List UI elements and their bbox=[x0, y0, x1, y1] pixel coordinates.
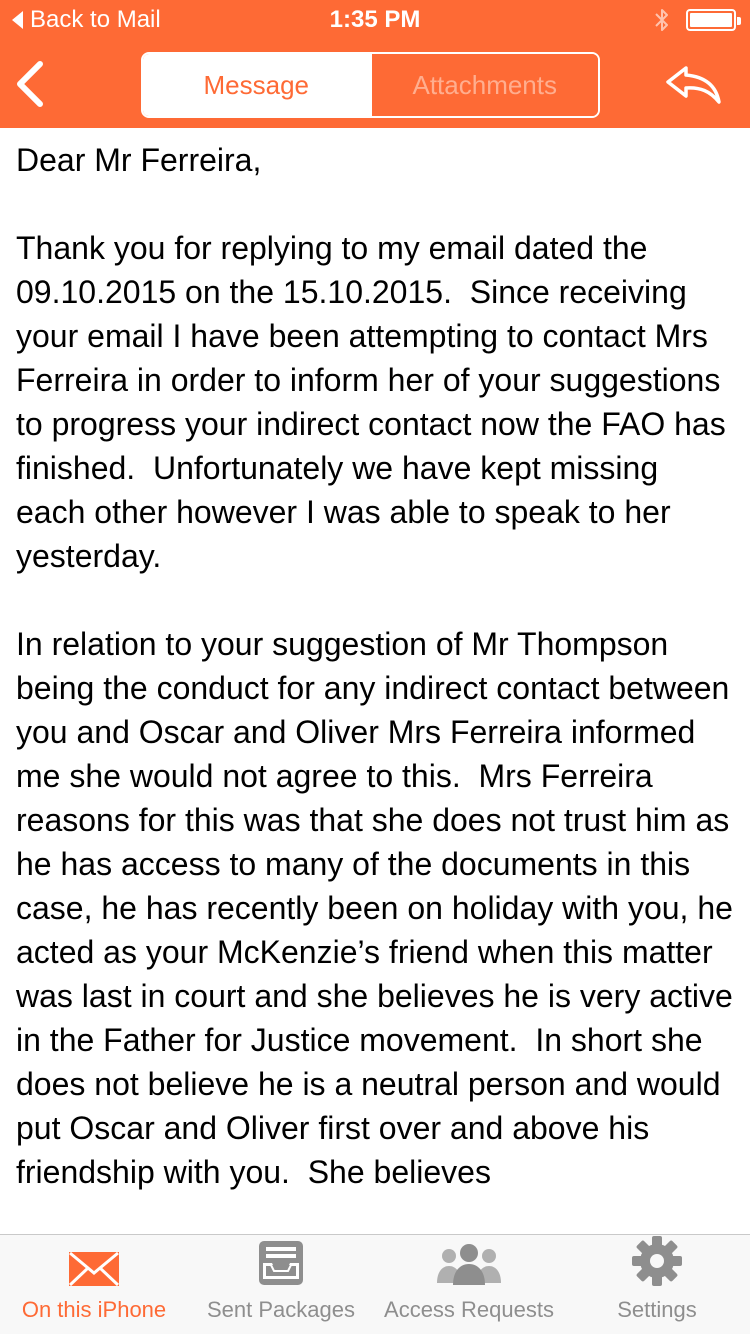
tab-sent-packages[interactable] bbox=[188, 1235, 374, 1334]
message-greeting: Dear Mr Ferreira, bbox=[16, 142, 262, 178]
status-bar bbox=[0, 0, 750, 40]
mail-icon bbox=[68, 1251, 120, 1287]
inbox-tray-icon bbox=[257, 1239, 305, 1287]
message-body bbox=[0, 128, 750, 1234]
tab-label: Access Requests bbox=[384, 1297, 554, 1322]
message-paragraph: In relation to your suggestion of Mr Thompson being the conduct for any indirect contact between you and Oscar and Oliver Mrs Ferreira informed me she would not agree to this. Mrs Ferreira reasons for this was that she does not trust him as he has access to many of the documents in this case, he has recently been on holiday with you, he acted as your McKenzie’s friend when this matter was last in court and she believes he is very active in the Father for Justice movement. In short she does not believe he is a neutral person and would put Oscar and Oliver first over and above his friendship with you. She believes bbox=[16, 626, 742, 1190]
tab-label: Settings bbox=[617, 1297, 697, 1322]
gear-icon bbox=[631, 1235, 683, 1287]
tab-bar bbox=[0, 1234, 750, 1334]
battery-icon bbox=[686, 9, 736, 31]
reply-icon[interactable] bbox=[664, 62, 724, 106]
chevron-left-icon[interactable] bbox=[10, 58, 54, 110]
tab-attachments[interactable]: Attachments bbox=[370, 54, 599, 116]
tab-access-requests[interactable] bbox=[374, 1235, 564, 1334]
tab-label: Sent Packages bbox=[207, 1297, 355, 1322]
header bbox=[0, 0, 750, 128]
tab-settings[interactable] bbox=[564, 1235, 750, 1334]
tab-label: On this iPhone bbox=[21, 1297, 167, 1322]
status-time: 1:35 PM bbox=[329, 6, 421, 33]
users-icon bbox=[435, 1243, 503, 1287]
back-to-mail-label: Back to Mail bbox=[30, 6, 161, 33]
tab-on-this-iphone[interactable] bbox=[0, 1235, 188, 1334]
tab-message[interactable]: Message bbox=[143, 54, 370, 116]
status-indicators bbox=[652, 6, 736, 34]
message-paragraph: Thank you for replying to my email dated the 09.10.2015 on the 15.10.2015. Since receiving your email I have been attempting to contact Mrs Ferreira in order to inform her of your suggestions to progress your indirect contact now the FAO has finished. Unfortunately we have kept missing each other however I was able to speak to her yesterday. bbox=[16, 230, 735, 574]
bluetooth-icon bbox=[652, 6, 672, 34]
message-attachments-segmented-control bbox=[141, 52, 600, 118]
